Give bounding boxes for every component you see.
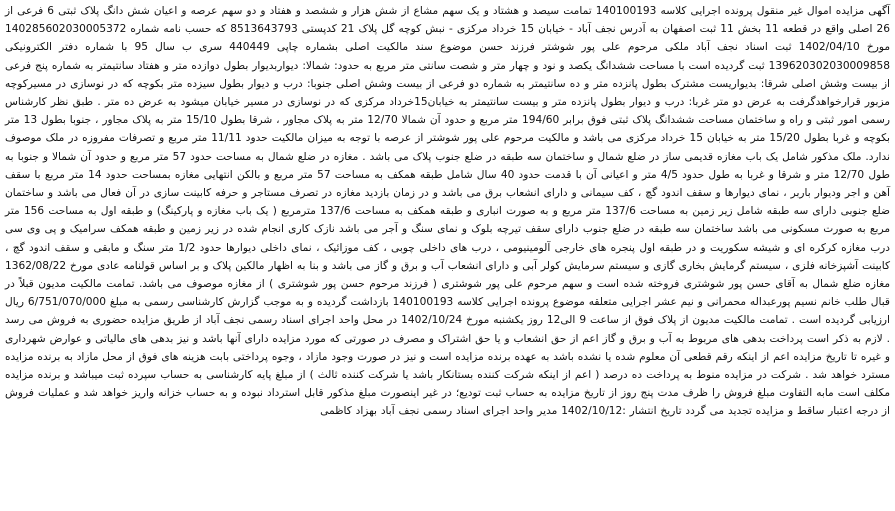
- auction-notice-text: آگهی مزایده اموال غیر منقول پرونده اجرایی کلاسه 140100193 تمامت سیصد و هشتاد و یک سهم مشاع از شش هزار و ششصد و هفتاد و دو سهم عرصه و اعیان شش دانگ پلاک ثبتی 6 فرعی از 26 اصلی واقع در قطعه 11 بخش 11 ثبت اصفهان به آدرس نجف آباد - خیابان 15 خرداد مرکزی - نبش کوچه گل پلاک 21 کدپستی 8513643793 که حسب نامه شماره 140285602030005372 مورخ 1402/04/10 ثبت اسناد نجف آباد ملکی مرحوم علی پور شوشتر فرزند حسن موضوع سند مالکیت اصلی بشماره چاپی 440449 سری ب سال 95 با شماره دفتر الکترونیکی 139620302030009858 ثبت گردیده است با مساحت ششدانگ یکصد و نود و چهار متر و شصت سانتی متر مربع به حدود: شمالا: دیواربدیوار بطول دوازده متر و هفتاد سانتیمتر به شماره پنج فرعی از بیست وشش اصلی شرقا: بدیواریست مشترک بطول پانزده متر و ده سانتیمتر به شماره دو فرعی از بیست وشش اصلی جنوبا: درب و دیوار بطول سیزده متر بکوچه که در نوسازی در مسیرکوچه مزبور قرارخواهدگرفت به عرض دو متر غربا: درب و دیوار بطول پانزده متر و بیست سانتیمتر به خیابان15خرداد مرکزی که در نوسازی در مسیر خیابان میشود به عرض ده متر . طبق نظر کارشناس رسمی امور ثبتی و راه و ساختمان مساحت ششدانگ پلاک ثبتی فوق برابر 194/60 متر مربع و حدود آن شمالا 12/70 متر به پلاک مجاور ، شرقا بطول 15/10 متر به پلاک مجاور ، جنوبا بطول 13 متر بکوچه و غربا بطول 15/20 متر به خیابان 15 خرداد مرکزی می باشد و مالکیت مرحوم علی پور شوشتر از عرصه با توجه به میزان مالکیت حدود 11/11 متر مربع و تصرفات مفروزه در ملک موصوف ندارد. ملک مذکور شامل یک باب مغازه قدیمی ساز در ضلع شمال و ساختمان سه طبقه در ضلع جنوب پلاک می باشد . مغازه در ضلع شمال به مساحت حدود 57 متر مربع و حدود آن شمالا و جنوبا به طول 12/70 متر و شرقا و غربا به طول حدود 4/5 متر و اعیانی آن با قدمت حدود 40 سال شامل طبقه همکف به مساحت 57 متر مربع و بالکن انتهایی مغازه بمساحت حدود 14 متر مربع با سقف آهن و اجر ودیوار باربر ، نمای دیوارها و سقف اندود گچ ، کف سیمانی و دارای انشعاب برق می باشد و در زمان بازدید مغازه در تصرف مستاجر و حرفه کابینت سازی در آن فعال می باشد و ساختمان ضلع جنوبی دارای سه طبقه شامل زیر زمین به مساحت 137/6 متر مربع و به صورت انباری و طبقه همکف به مساحت 137/6 مترمربع ( یک باب مغازه و پارکینگ) و طبقه اول به مساحت 156 متر مربع به صورت مسکونی می باشد ساختمان سه طبقه در ضلع جنوب دارای سقف تیرچه بلوک و نمای سنگ و آجر می باشد نازک کاری انجام شده در زیر زمین و طبقه همکف سرامیک و پی وی سی درب مغازه کرکره ای و شیشه سکوریت و در طبقه اول پنجره های خارجی آلومینیومی ، درب های داخلی چوبی ، کف موزائیک ، نمای داخلی دیوارها حدود 1/2 متر سنگ و مابقی و سقف اندود گچ ، کابینت آشپزخانه فلزی ، سیستم گرمایش بخاری گازی و سیستم سرمایش کولر آبی و دارای انشعاب آب و برق و گاز می باشد و بنا به اظهار مالکین پلاک و بر اساس قولنامه عادی مورخ 1362/08/22 مغازه ضلع شمال به آقای حسن پور شوشتری فروخته شده است و سهم مرحوم علی پور شوشتری ( فرزند مرحوم حسن پور شوشتری ) از مغازه موصوف می باشد. تمامت مالکیت مدیون قبلاً در قبال طلب خانم نسیم پورعبداله محمرانی و نیم عشر اجرایی متعلقه موضوع پرونده اجرایی کلاسه 140100193 بازداشت گردیده و به موجب گزارش کارشناسی رسمی به مبلغ 6/751/070/000 ریال ارزیابی گردیده است . تمامت مالکیت مدیون از پلاک فوق از ساعت 9 الی12 روز یکشنبه مورخ 1402/10/24 در محل واحد اجرای اسناد رسمی نجف آباد از طریق مزایده حضوری به فروش می رسد . لازم به ذکر است پرداخت بدهی های مربوط به آب و برق و گاز اعم از حق انشعاب و یا حق اشتراک و مصرف در صورتی که مورد مزایده دارای آنها باشد و نیز بدهی های مالیاتی و عوارض شهرداری و غیره تا تاریخ مزایده اعم از اینکه رقم قطعی آن معلوم شده یا نشده باشد به عهده برنده مزایده است و نیز در صورت وجود مازاد ، وجوه پرداختی بابت هزینه های فوق از محل مازاد به برنده مزایده مسترد خواهد شد . شرکت در مزایده منوط به پرداخت ده درصد ( اعم از اینکه شرکت کننده بستانکار باشد یا شرکت کننده ثالث ) از مبلغ پایه کارشناسی به حساب سپرده ثبت میباشد و برنده مزایده مکلف است مابه التفاوت مبلغ فروش را ظرف مدت پنج روز از تاریخ مزایده به حساب ثبت تودیع؛ در غیر اینصورت مبلغ مذکور قابل استرداد نبوده و به حساب خزانه واریز خواهد شد و عملیات فروش از درجه اعتبار ساقط و مزایده تجدید می گردد تاریخ انتشار :1402/10/12 مدیر واحد اجرای اسناد رسمی نجف آباد بهزاد کاظمی: [5, 5, 891, 418]
